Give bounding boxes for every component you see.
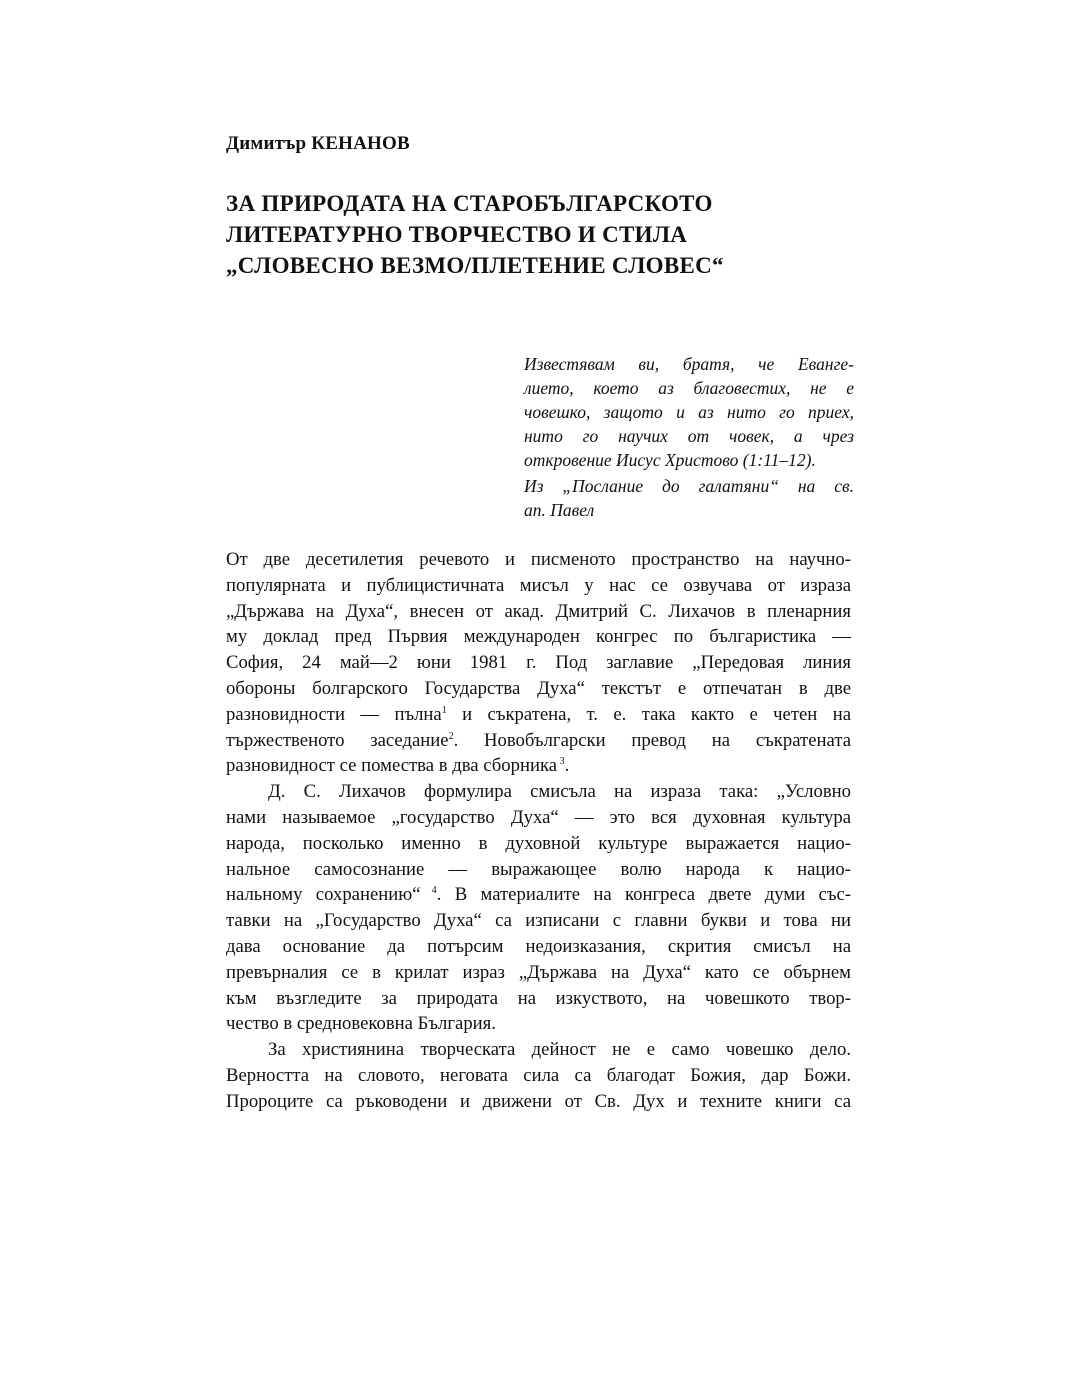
body-text-run: . В материалите на конгреса двете думи със-	[436, 884, 852, 906]
body-line: нальное самосознание — выражающее волю народа к нацио-	[226, 858, 851, 880]
body-text	[226, 547, 851, 1115]
body-line: „Държава на Духа“, внесен от акад. Дмитрий С. Лихачов в пленарния	[226, 600, 851, 622]
body-line	[226, 753, 851, 779]
body-line: дава основание да потърсим недоизказания, скрития смисъл на	[226, 935, 851, 957]
footnote-ref[interactable]: 2	[448, 730, 454, 742]
body-line	[226, 882, 851, 908]
footnote-ref[interactable]: 1	[441, 704, 447, 716]
article-title	[226, 188, 846, 281]
epigraph-line: лието, което аз благовестих, не е	[524, 378, 854, 398]
body-line: обороны болгарского Государства Духа“ текстът е отпечатан в две	[226, 677, 851, 699]
epigraph-source-line: Из „Послание до галатяни“ на св.	[524, 476, 854, 496]
body-line: София, 24 май—2 юни 1981 г. Под заглавие „Передовая линия	[226, 652, 851, 674]
title-line: ЛИТЕРАТУРНО ТВОРЧЕСТВО И СТИЛА	[226, 222, 688, 247]
body-text-run: и съкратена, т. е. така както е четен на	[446, 703, 851, 725]
body-text-run: нальному сохранению“	[226, 884, 421, 906]
footnote-ref[interactable]: 3	[557, 756, 565, 768]
epigraph-line: човешко, защото и аз нито го приех,	[524, 402, 854, 422]
title-line: „СЛОВЕСНО ВЕЗМО/ПЛЕТЕНИЕ СЛОВЕС“	[226, 253, 724, 278]
body-text-run: разновидности — пълна	[226, 703, 442, 725]
body-line: нами называемое „государство Духа“ — это вся духовная культура	[226, 806, 851, 828]
body-line: От две десетилетия речевото и писменото пространство на научно-	[226, 549, 851, 570]
body-line: За християнина творческата дейност не е само човешко дело.	[268, 1039, 851, 1061]
body-line: популярната и публицистичната мисъл у нас се озвучава от израза	[226, 574, 851, 596]
epigraph-line: откровение Иисус Христово (1:11–12).	[524, 450, 816, 470]
body-line: превърналия се в крилат израз „Държава на Духа“ като се обърнем	[226, 961, 851, 983]
footnote-ref[interactable]: 4	[420, 885, 437, 897]
body-line: Пророците са ръководени и движени от Св. Дух и техните книги са	[226, 1090, 851, 1112]
body-line	[226, 728, 851, 754]
epigraph	[524, 352, 854, 522]
body-text-run: тържественото заседание	[226, 729, 449, 751]
body-line	[226, 702, 851, 728]
body-line: му доклад пред Първия международен конгрес по българистика —	[226, 626, 851, 648]
epigraph-line: Известявам ви, братя, че Еванге-	[524, 354, 854, 374]
body-line: народа, посколько именно в духовной культуре выражается нацио-	[226, 832, 851, 854]
body-line: чество в средновековна България.	[226, 1013, 496, 1035]
epigraph-source-line: ап. Павел	[524, 500, 595, 520]
epigraph-line: нито го научих от човек, а чрез	[524, 426, 854, 446]
body-line: тавки на „Государство Духа“ са изписани с главни букви и това ни	[226, 910, 851, 932]
body-text-run: . Новобългарски превод на съкратената	[453, 729, 852, 751]
epigraph-source	[524, 474, 854, 522]
body-line: Д. С. Лихачов формулира смисъла на израза така: „Условно	[268, 781, 851, 803]
body-text-run: разновидност се помества в два сборника	[226, 755, 558, 777]
body-line: Верността на словото, неговата сила са благодат Божия, дар Божи.	[226, 1064, 851, 1086]
body-text-run: .	[564, 755, 570, 777]
author-name: Димитър КЕНАНОВ	[226, 133, 410, 154]
title-line: ЗА ПРИРОДАТА НА СТАРОБЪЛГАРСКОТО	[226, 191, 713, 216]
body-line: към възгледите за природата на изкуството, на човешкото твор-	[226, 987, 851, 1009]
